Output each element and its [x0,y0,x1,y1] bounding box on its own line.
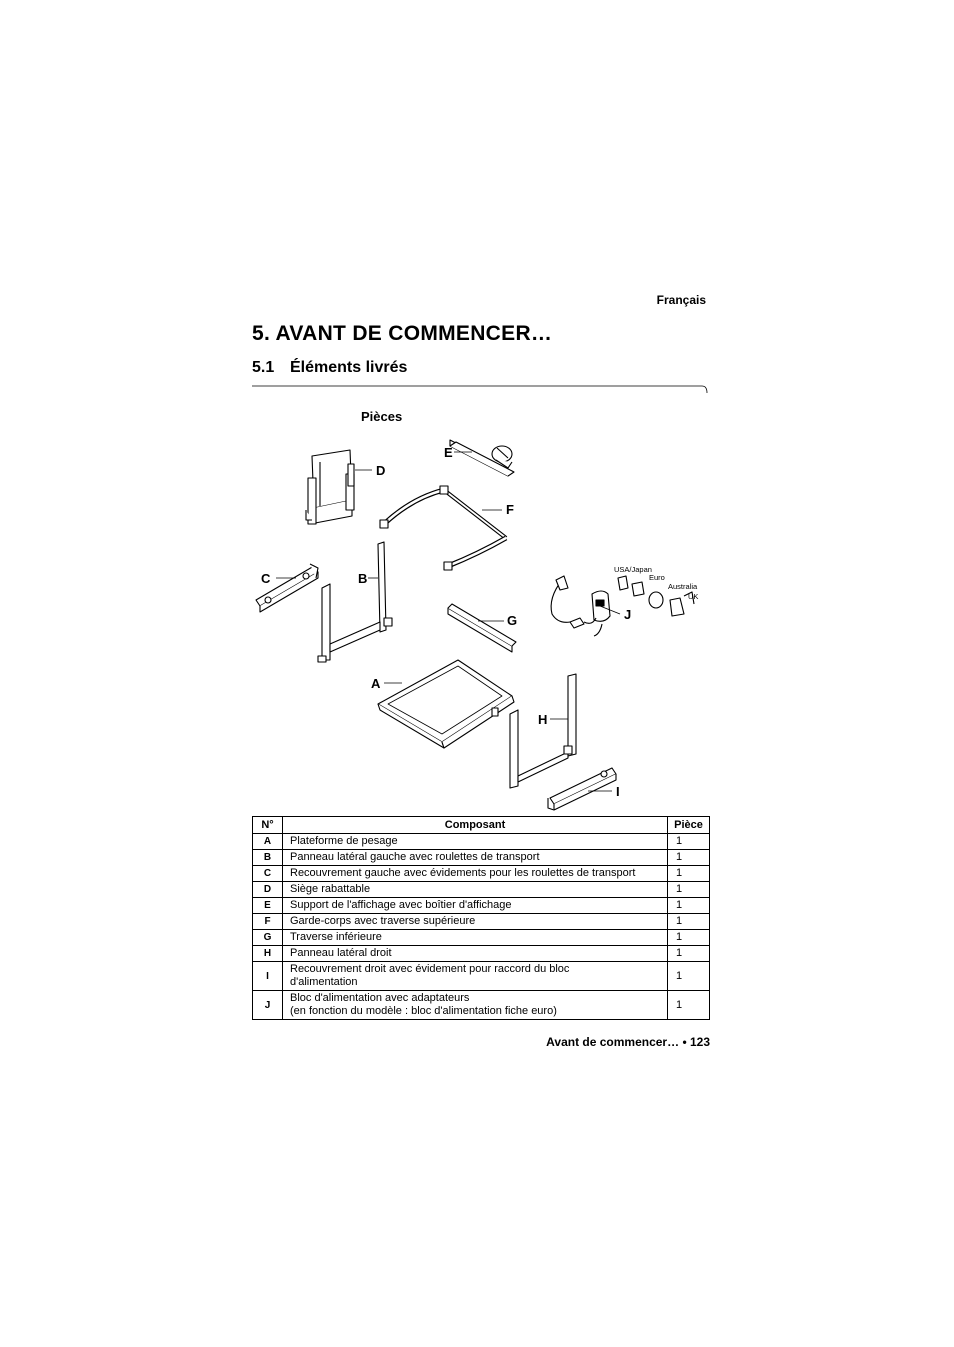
row-number: J [253,991,283,1020]
row-number: C [253,866,283,882]
table-row [253,991,710,1020]
row-quantity: 1 [668,834,710,850]
plug-label-usa-japan: USA/Japan [614,565,652,574]
header-number: N° [253,817,283,834]
table-row [253,930,710,946]
label-g: G [507,613,518,628]
row-number: F [253,914,283,930]
plug-label-uk: UK [688,592,699,601]
table-row [253,834,710,850]
components-table [252,816,710,1020]
label-d: D [376,463,386,478]
label-f: F [506,502,514,517]
row-component: Plateforme de pesage [283,834,668,850]
table-header-row [253,817,710,834]
row-quantity: 1 [668,914,710,930]
part-g-drawing [448,604,516,652]
row-number: H [253,946,283,962]
section-title: 5. AVANT DE COMMENCER… [252,322,553,345]
row-number: B [253,850,283,866]
row-quantity: 1 [668,850,710,866]
table-row [253,914,710,930]
label-j: J [624,607,632,622]
table-row [253,946,710,962]
row-number: I [253,962,283,991]
label-b: B [358,571,368,586]
row-component: Recouvrement droit avec évidement pour raccord du bloc d'alimentation [283,962,668,991]
row-number: G [253,930,283,946]
label-e: E [444,445,453,460]
header-quantity: Pièce [668,817,710,834]
row-quantity: 1 [668,930,710,946]
language-label: Français [656,293,706,307]
row-component [283,991,668,1020]
subsection-text: Éléments livrés [290,359,408,376]
table-row [253,898,710,914]
figure-title: Pièces [361,409,403,424]
row-component: Recouvrement gauche avec évidements pour les roulettes de transport [283,866,668,882]
row-quantity: 1 [668,991,710,1020]
parts-illustration [252,428,710,816]
subsection-title [252,359,407,377]
plug-label-euro: Euro [649,573,665,582]
section-rule [252,385,708,395]
row-component: Siège rabattable [283,882,668,898]
part-e-drawing [450,440,514,476]
part-f-drawing [380,486,506,570]
subsection-number: 5.1 [252,359,275,376]
row-quantity: 1 [668,962,710,991]
part-i-drawing [548,768,616,810]
header-component: Composant [283,817,668,834]
label-i: I [616,784,620,799]
label-c: C [261,571,271,586]
row-component: Garde-corps avec traverse supérieure [283,914,668,930]
row-number: A [253,834,283,850]
row-number: E [253,898,283,914]
page-footer: Avant de commencer… • 123 [546,1035,710,1049]
row-component: Support de l'affichage avec boîtier d'affichage [283,898,668,914]
row-quantity: 1 [668,882,710,898]
part-b-drawing [318,542,392,662]
table-row [253,866,710,882]
table-row [253,850,710,866]
label-h: H [538,712,548,727]
row-quantity: 1 [668,898,710,914]
plug-label-australia: Australia [668,582,698,591]
row-quantity: 1 [668,866,710,882]
row-quantity: 1 [668,946,710,962]
part-d-drawing [306,450,354,524]
table-row [253,882,710,898]
part-a-drawing [378,660,514,748]
row-component-line2: (en fonction du modèle : bloc d'alimentation fiche euro) [290,1005,557,1017]
row-component-line1: Bloc d'alimentation avec adaptateurs [290,992,470,1004]
table-row [253,962,710,991]
part-h-drawing [510,674,576,788]
label-a: A [371,676,381,691]
row-component: Panneau latéral gauche avec roulettes de transport [283,850,668,866]
row-number: D [253,882,283,898]
row-component: Panneau latéral droit [283,946,668,962]
row-component: Traverse inférieure [283,930,668,946]
